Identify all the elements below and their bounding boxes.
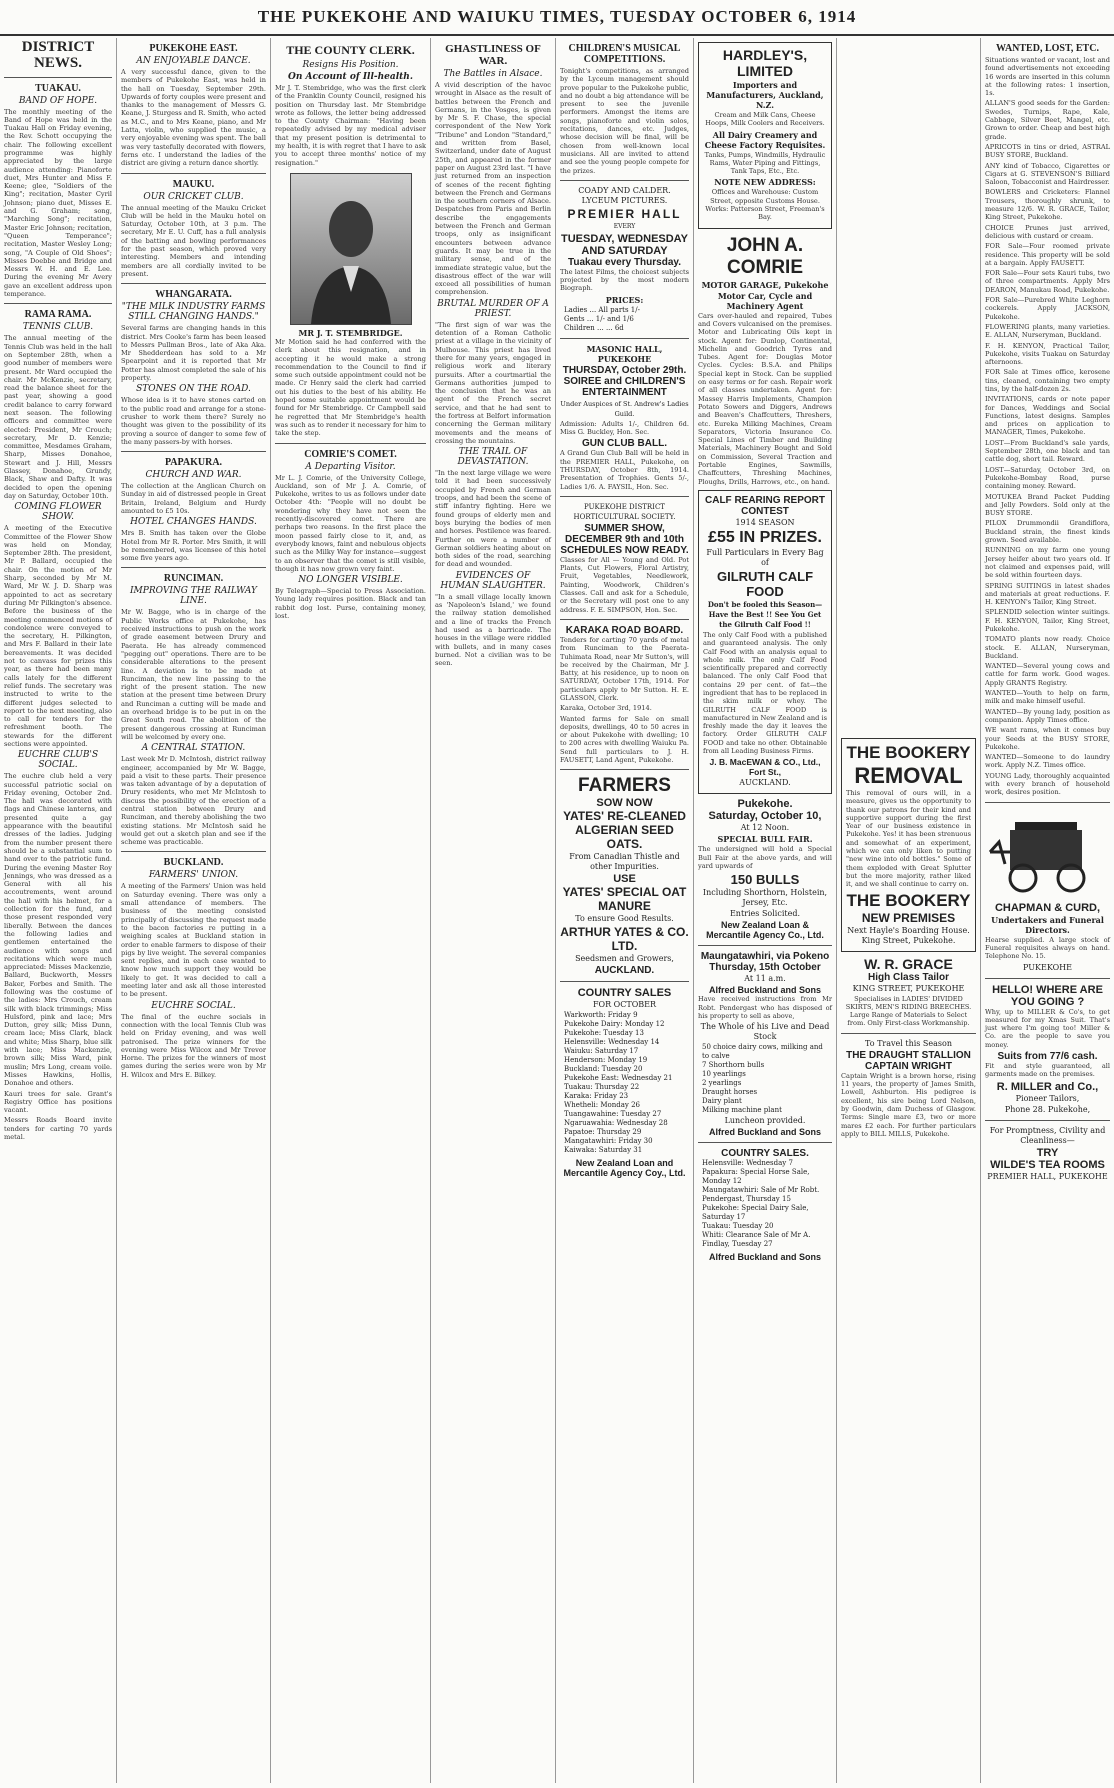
calf-food-advert [698, 490, 832, 794]
tennis-text: The annual meeting of the Tennis Club was held in the hall on September 28th, when a good number of members were present. Mr Ward occupied the chair. Mr McKenzie, secretary, read the balance sheet for the past year, showing a good credit balance to carry forward next season. The following officers and committee were elected: President, Mr Crouch; secretary, Mr D. Kenzie; committee, Mesdames Graham, Sharp, Misses Donahoe, Stewart and J. Hill, Messrs Glassey, Donahoe, Grundy, Black, Shaw and Dafty. It was decided to open the opening day on Saturday, October 10th. [4, 334, 112, 500]
footer-text-2: Messrs Roads Board invite tenders for carting 70 yards metal. [4, 1116, 112, 1142]
wanted-farms-text: Wanted farms for Sale on small deposits, dwellings, 40 to 50 acres in or about Pukekohe with dwelling; 10 to 200 acres with dwelling Waiuku Pa. Send full particulars to J. H. FAUSETT, Land Agent, Pukekohe. [560, 714, 689, 765]
classified-ad: PILOX Drummondii Grandiflora, Buckland strain, the finest kinds grown. Seed available. [985, 519, 1110, 545]
country-sales-heading: COUNTRY SALES [577, 987, 672, 1000]
calf-full: Full Particulars in Every Bag of [706, 547, 824, 567]
try-label: TRY [1036, 1146, 1059, 1159]
bull-fair-place: Pukekohe. [737, 798, 793, 811]
hello-text: Why, up to MILLER & Co's, to get measured for my Xmas Suit. That's just where I'm going too! Miller & Co. are the people to save you money. [985, 1007, 1110, 1049]
alfred-buckland-2: Alfred Buckland and Sons [708, 1127, 822, 1138]
country-sale-item: Pukekohe: Tuesday 13 [564, 1029, 644, 1038]
classified-ad: ALLAN'S good seeds for the Garden: Swedes, Turnips, Rape, Kale, Cabbage, Silver Beet, Mangel, etc. Grown to order. Cheap and best high grade. [985, 99, 1110, 141]
comet-text: Mr L. J. Comrie, of the University College, Auckland, son of Mr J. A. Comrie, of Pukekohe, writes to us as follows under date October 4th: "People will no doubt be wondering why they have not seen the recently-discovered comet. There are perhaps two reasons. In the first place the moon passed fairly close to it, and, as everybody knows, faint and nebulous objects such as the Milky Way for instance—suggest to an observer that the comet is still visible, though it has now grown very faint. [275, 473, 426, 573]
use-label: USE [613, 873, 636, 886]
stock-item: Draught horses [702, 1088, 758, 1097]
bookery-removal-advert [841, 738, 976, 952]
column-advertisements [694, 38, 837, 1783]
miller-sub: Pioneer Tailors, [1015, 1093, 1080, 1103]
stones-text: Whose idea is it to have stones carted on to the public road and arrange for a stone-crusher to work them there? Surely no thought was given to the possibility of its proving a source of danger to some few of the many passers-by with horses. [121, 396, 266, 446]
alfred-buckland-3: Alfred Buckland and Sons [708, 1252, 822, 1263]
masonic-hall: MASONIC HALL, PUKEKOHE [586, 343, 663, 364]
portrait-icon [291, 174, 411, 324]
masthead [0, 0, 1114, 36]
undertakers-place: PUKEKOHE [1023, 962, 1072, 972]
bull-fair-time: At 12 Noon. [740, 823, 790, 833]
rail-text: Mr W. Bagge, who is in charge of the Public Works office at Pukekohe, has received instructions to push on the work of grade easement between Drury and Paerata. He has already commenced "pegging out" operations. There are to be considerable alterations to the present line. A deviation is to be made at Runciman, the new line passing to the right of the present station. The new station at the present time between Drury and Runciman a cutting will be made and an overhead bridge is to be put in on the Great South road. The abolition of the present dangerous crossing at Runciman will be welcomed by every one. [121, 608, 266, 741]
euchre-social-text: The final of the euchre socials in connection with the local Tennis Club was held on Friday evening, and was well patronised. The prize winners for the evening were Miss Wilcox and Mr Trevor Horne. The prizes for the winners of most games during the series were won by Mr H. Wilcox and Mrs E. Bilkey. [121, 1012, 266, 1079]
undertakers-text: Hearse supplied. A large stock of Funeral requisites always on hand. Telephone No. 15. [985, 935, 1110, 961]
mcewan-name: J. B. MacEWAN & CO., Ltd., Fort St., [709, 757, 821, 778]
schedules-ready: SCHEDULES NOW READY. [560, 544, 689, 556]
travel-label: To Travel this Season [865, 1038, 952, 1048]
central-subheading: A CENTRAL STATION. [141, 743, 246, 754]
classified-ad: BOWLERS and Cricketers: Flannel Trousers, thoroughly shrunk, to measure 12/6. W. R. GRACE, Tailor, King Street, Pukekohe. [985, 188, 1110, 222]
wilde-place: PREMIER HALL, PUKEKOHE [987, 1171, 1108, 1181]
country-sale-item: Papakura: Special Horse Sale, Monday 12 [702, 1168, 810, 1186]
price-ladies: Ladies ... All parts 1/- [564, 305, 640, 314]
visible-subheading: NO LONGER VISIBLE. [298, 575, 403, 586]
prices-label: PRICES: [605, 294, 644, 305]
stock-item: 7 Shorthorn bulls [702, 1061, 765, 1070]
comet-subheading: A Departing Visitor. [305, 461, 396, 472]
euchre-text: The euchre club held a very successful patriotic social on Friday evening, October 2nd. The hall was decorated with flags and Chinese lanterns, and presented quite a gay appearance with the beautiful dresses of the ladies. Judging from the number present there should be a substantial sum to hand over to the patriotic fund. During the evening Master Roy Jennings, who was dressed as a General with all his accoutrements, went around the hall with his helmet, for a collection for the fund, and those present responded very liberally. Between the dances the following ladies and gentlemen entertained the audience with songs and recitations which were much appreciated: Misses Mackenzie, Ballard, Buckworth, Messrs Baker, Forbes and Smith. The following was the costume of the ladies: Mrs Crouch, cream silk with black trimmings; Miss Hulsford, pink and lace; Mrs Dutton, grey silk; Miss Dunn, cream lace; Miss Clark, black and white; Miss Sharp, blue silk with lace; Miss Mackenzie, brown silk; Miss Ward, pink muslin; Mrs Long, cream voile. Misses Hawkins, Hollis, Donahoe and others. [4, 772, 112, 1088]
stock-item: 2 yearlings [702, 1079, 742, 1088]
arthur-yates: ARTHUR YATES & CO. LTD. [560, 925, 689, 954]
classified-ads-list [985, 99, 1110, 796]
alfred-text: Have received instructions from Mr Robt. Pendergast who has disposed of his property to sell as above, [698, 995, 832, 1020]
county-clerk-heading: THE COUNTY CLERK. [286, 43, 415, 57]
seedsmen: Seedsmen and Growers, [575, 954, 674, 964]
suits-price: Suits from 77/6 cash. [997, 1051, 1098, 1063]
classified-ad: APRICOTS in tins or dried, ASTRAL BUSY STORE, Buckland. [985, 142, 1110, 160]
column-bookery [837, 38, 981, 1783]
hearse-carriage-image [985, 812, 1105, 894]
stock-item: Dairy plant [702, 1097, 742, 1106]
country-sale-item: Buckland: Tuesday 20 [564, 1065, 643, 1074]
cricket-text: The annual meeting of the Mauku Cricket Club will be held in the Mauku hotel on Saturday, October 10th, at 3 p.m. The secretary, Mr E. U. Cuff, has a full analysis of the batting and bowling performances for the past season, which proved very interesting. Members and intending members are all cordially invited to be present. [121, 203, 266, 278]
slaughter-subheading: EVIDENCES OF HUMAN SLAUGHTER. [440, 570, 546, 591]
classified-ad: RUNNING on my farm one young Jersey heifer about two years old. If not claimed and expenses paid, will be sold within fourteen days. [985, 546, 1110, 580]
district-news-heading: DISTRICT NEWS. [21, 39, 95, 71]
classified-ad: FOR Sale—Purebred White Leghorn cockerels. Apply JACKSON, Pukekohe. [985, 296, 1110, 321]
horticultural-heading: PUKEKOHE DISTRICT HORTICULTURAL SOCIETY. [573, 502, 676, 521]
stallion-heading: THE DRAUGHT STALLION [846, 1049, 971, 1061]
devastation-text: "In the next large village we were told it had been successively occupied by French and German troops, and had been the scene of stiff infantry fighting. Here we found groups of elderly men and boys burying the bodies of men and horses. Pestilence was feared. Further on were a number of German soldiers heating about on both sides of the road, searching for dead and wounded. [435, 469, 551, 569]
country-sale-item: Tuangawahine: Tuesday 27 [564, 1110, 662, 1119]
band-text: The monthly meeting of the Band of Hope was held in the Tuakau Hall on Friday evening, the Rev. Schott occupying the chair. The following excellent programme was highly appreciated by the large audience attending: Pianoforte duet, Mrs Hunter and Miss F. Keene; glee, "Soldiers of the King"; recitation, Master Cyril Johnson; piano duet, Misses E. and G. Graham; song, "Marching Song"; recitation, Master Eric Johnson; recitation, "Queen Temperance"; recitation, Master Wesley Long; song, "A Couple of Old Shoes"; Misses Doebbe and Bridge and Messrs W. H. and E. Lee. During the evening Mr Avery gave an excellent address upon temperance. [4, 107, 112, 299]
church-text: The collection at the Anglican Church on Sunday in aid of distressed people in Great Britain, Ireland, Belgium and Hurdy amounted to £5 10s. [121, 482, 266, 515]
classified-ad: CHOICE Prunes just arrived, delicious with custard or cream. [985, 223, 1110, 240]
flower-text: A meeting of the Executive Committee of the Flower Show was held on Monday, September 28th. The president, Mr P. Ballard, occupied the chair. On the motion of Mr Sharp, seconded by Mr M. Ward, Mr W. J. D. Sharp was appointed to act as secretary during Mr Pilkington's absence. Before the business of the meeting commenced motions of condolence were conveyed to the secretary, H. Pilkington, and Mrs F. Ballard in their late bereavements. It was decided not to canvass for prizes this year, as there had been many calls lately for the different relief funds. The secretary was instructed to write to the different judges selected to report to the next meeting, also to call for tenders for the refreshment booth. The stewards for the different sections were appointed. [4, 524, 112, 748]
bull-fair-date: Saturday, October 10, [708, 810, 822, 823]
country-sale-item: Ngaruawahia: Wednesday 28 [564, 1119, 668, 1128]
bookery-text: This removal of ours will, in a measure, gives us the opportunity to thank our patrons for their kind and supportive support during the first Year of our business existence in Pukekohe. Yes! it has been strenuous and somewhat of an experiment, which we can only liken to putting "new wine into old bottles." Some of them exploded with Great Splutter but the more majority, rather liked it, and we shall continue to carry on. [846, 789, 971, 889]
classified-ad: TOMATO plants now ready. Choice stock. E. ALLAN, Nurseryman, Buckland. [985, 635, 1110, 660]
country-sale-item: Maungatawhiri: Sale of Mr Robt. Pendergast, Thursday 15 [702, 1186, 820, 1204]
wilde-heading: WILDE'S TEA ROOMS [990, 1158, 1105, 1171]
country-sale-item: Tuakau: Thursday 22 [564, 1083, 640, 1092]
classified-ad: WANTED—Several young cows and cattle for farm work. Good wages. Apply GRANTS Registry. [985, 662, 1110, 687]
grace-address: KING STREET, PUKEKOHE [852, 983, 965, 993]
classified-ad: F. H. KENYON, Practical Tailor, Pukekohe, visits Tuakau on Saturday afternoons. [985, 341, 1110, 367]
country-sale-item: Warkworth: Friday 9 [564, 1011, 638, 1020]
maunga-heading: Maungatawhiri, via Pokeno [700, 951, 830, 963]
stones-subheading: STONES ON THE ROAD. [136, 384, 251, 395]
hello-heading: HELLO! WHERE ARE YOU GOING ? [992, 983, 1103, 1008]
cricket-subheading: OUR CRICKET CLUB. [143, 191, 244, 202]
chapman-curd-heading: CHAPMAN & CURD, [994, 901, 1101, 914]
calf-season: 1914 SEASON [735, 517, 795, 527]
mcewan-place: AUCKLAND. [739, 778, 791, 788]
soiree-title: SOIREE and CHILDREN'S ENTERTAINMENT [563, 375, 686, 398]
miller-phone: Phone 28. [1004, 1104, 1046, 1114]
devastation-subheading: THE TRAIL OF DEVASTATION. [457, 447, 529, 468]
column-wanted-lost [981, 38, 1114, 1783]
country-sales-6-heading: COUNTRY SALES. [721, 1148, 809, 1160]
county-clerk-text-2: Mr Motion said he had conferred with the clerk about this resignation, and in accepting it he would make a strong recommendation to the Council to find if some such outside appointment could not be made. Cr Henry said the clerk had carried out his duties to the best of his ability. He hoped some suitable appointment would be found for Mr Stembridge. Cr Campbell said he regretted that Mr Stembridge's health was such as to render it necessary for him to take the step. [275, 337, 426, 438]
country-sale-item: Whetheli: Monday 26 [564, 1101, 641, 1110]
mauku-heading: MAUKU. [172, 178, 215, 190]
classified-ad: YOUNG Lady, thoroughly acquainted with every branch of household work, desires position. [985, 771, 1110, 797]
masthead-title: THE PUKEKOHE AND WAIUKU TIMES, TUESDAY OCTOBER 6, 1914 [257, 7, 857, 26]
farmers-heading: FARMERS [578, 775, 671, 797]
miller-heading: R. MILLER and Co., [996, 1080, 1099, 1093]
euchre-social-subheading: EUCHRE SOCIAL. [151, 1000, 236, 1011]
country-sale-item: Henderson: Monday 19 [564, 1056, 648, 1065]
country-sales-for: FOR OCTOBER [593, 1000, 656, 1010]
rail-subheading: IMPROVING THE RAILWAY LINE. [130, 586, 257, 607]
calf-prizes: £55 IN PRIZES. [708, 528, 822, 546]
country-sale-item: Kaiwaka: Saturday 31 [564, 1146, 643, 1155]
tuakau-heading: TUAKAU. [35, 82, 81, 94]
column-district-news [0, 38, 117, 1783]
whangarata-heading: WHANGARATA. [155, 289, 232, 301]
classified-ad: INVITATIONS, cards or note paper for Dances, Weddings and Social Functions, latest designs. Samples and prices on application to MANAGER, Times, Pukekohe. [985, 395, 1110, 437]
dairy-requisites: All Dairy Creamery and Cheese Factory Requisites. [704, 129, 826, 150]
buckland-heading: BUCKLAND. [163, 857, 224, 869]
wanted-heading: WANTED, LOST, ETC. [996, 43, 1099, 54]
dairy-text: Tanks, Pumps, Windmills, Hydraulic Rams, Water Piping and Fittings, Tank Taps, Etc., Etc. [704, 150, 826, 176]
calf-contest: CALF REARING REPORT CONTEST [705, 494, 825, 517]
ill-health-subheading: On Account of Ill-health. [288, 72, 413, 82]
classified-ad: FOR Sale at Times office, kerosene tins, cleaned, containing two empty tins, by the half-dozen 2s. [985, 368, 1110, 393]
new-premises: NEW PREMISES [861, 910, 956, 925]
price-children: Children ... ... 6d [564, 323, 624, 332]
whole-stock: The Whole of his Live and Dead Stock [700, 1022, 830, 1042]
murder-subheading: BRUTAL MURDER OF A PRIEST. [437, 298, 549, 319]
classified-ad: SPRING SUITINGS in latest shades and materials at great reductions. F. H. KENYON's Tailor, King Street. [985, 581, 1110, 607]
country-sale-item: Tuakau: Tuesday 20 [702, 1222, 774, 1231]
hardleys-heading: HARDLEY'S, LIMITED [722, 47, 808, 79]
classified-ad: LOST—From Buckland's sale yards, September 28th, one black and tan cattle dog, short tail. Reward. [985, 438, 1110, 464]
soiree-sub: Under Auspices of St. Andrew's Ladies Guild. [560, 399, 689, 418]
soiree-date: THURSDAY, October 29th. [562, 364, 687, 376]
classified-ad: WANTED—Someone to do laundry work. Apply N.Z. Times office. [985, 753, 1110, 770]
bulls-count: 150 BULLS [730, 872, 800, 888]
karaka-text: Tenders for carting 70 yards of metal from Runciman to the Paerata-Tuhimata Road, near Mr Sutton's, will be received by the Chairman, Mr J. Batty, at his residence, up to noon on SATURDAY, October 17th, 1914. For particulars apply to Mr Sutton. H. E. GLASSON, Clerk. [560, 635, 689, 702]
farmers-subheading: FARMERS' UNION. [148, 870, 239, 881]
dance-subheading: AN ENJOYABLE DANCE. [136, 56, 251, 66]
new-address-label: NOTE NEW ADDRESS: [714, 177, 816, 188]
papakura-heading: PAPAKURA. [164, 457, 223, 469]
footer-text: Kauri trees for sale. Grant's Registry Office has positions vacant. [4, 1089, 112, 1115]
central-text: Last week Mr D. McIntosh, district railway engineer, accompanied by Mr W. Bagge, paid a visit to these parts. Their presence was taken advantage of by a deputation of Drury residents, who met Mr McIntosh to discuss the possibility of the erection of a central station between Drury and Runciman, and thereby abolishing the two existing stations. Mr McIntosh said he would get out a sketch plan and see if the scheme was practicable. [121, 755, 266, 847]
gun-club-heading: GUN CLUB BALL. [582, 438, 667, 450]
pukekohe-east-heading: PUKEKOHE EAST. [149, 43, 238, 54]
band-subheading: BAND OF HOPE. [18, 95, 98, 106]
visible-text: By Telegraph—Special to Press Association. Young lady requires position. Black and tan rabbit dog lost. Purse, containing money, lost. [275, 587, 426, 620]
removal-heading: REMOVAL [854, 763, 963, 788]
column-musical-competitions [556, 38, 694, 1783]
country-sales-list [560, 1011, 689, 1155]
slaughter-text: "In a small village locally known as 'Napoleon's Island,' we found the railway station demolished and a line of tracks the French had used as a barricade. The houses in the village were riddled with bullets, and in many cases burned. Not a civilian was to be seen. [435, 592, 551, 668]
prompt-text: For Promptness, Civility and Cleanliness— [989, 1125, 1106, 1145]
captain-text: Captain Wright is a brown horse, rising 11 years, the property of James Smith, Lowell, Ashburton. His pedigree is excellent, his sire being Lord Nelson, by Goodwin, dam Duchess of Glasgow. Terms: Single mare £3, two or more mares £2 each. For further particulars apply to BILL MILLS, Pukekohe. [841, 1071, 976, 1138]
country-sale-item: Papatoe: Thursday 29 [564, 1128, 642, 1137]
classified-ad: ANY kind of Tobacco, Cigarettes or Cigars at G. STEVENSON'S Billiard Saloon, Tobacconist and Hairdresser. [985, 161, 1110, 187]
bull-fair-text: The undersigned will hold a Special Bull Fair at the above yards, and will yard upwards of [698, 845, 832, 870]
entries-solicited: Entries Solicited. [729, 909, 801, 919]
church-subheading: CHURCH AND WAR. [145, 470, 242, 481]
luncheon: Luncheon provided. [724, 1116, 806, 1126]
dance-text: A very successful dance, given to the members of Pukekohe East, was held in the hall on Tuesday, September 29th. Upwards of forty couples were present and thanks to the management of Messrs G. Keane, J. Sturgess and R. Smith, who acted as M.C., and to Mrs Keane, piano, and Mr Latta, violin, who supplied the music, a very enjoyable evening was spent. The ball was very tastefully decorated with flowers, ferns etc. I understand the ladies of the district are giving a return dance shortly. [121, 68, 267, 168]
motor-place: Pukekohe [784, 279, 829, 290]
undertakers-label: Undertakers and Funeral Directors. [991, 914, 1104, 935]
country-sale-item: Pukekohe East: Wednesday 21 [564, 1074, 673, 1083]
classified-ad: LOST—Saturday, October 3rd, on Pukekohe-Bombay Road, purse containing money. Reward. [985, 465, 1110, 491]
new-address-text: Offices and Warehouse: Custom Street, opposite Customs House. Works: Patterson Street, Freeman's Bay. [705, 188, 825, 222]
country-sale-item: Mangatawhiri: Friday 30 [564, 1137, 653, 1146]
summer-show: SUMMER SHOW, DECEMBER 9th and 10th [565, 522, 684, 545]
war-text: A vivid description of the havoc wrought in Alsace as the result of battles between the French and Germans, in the Vosges, is given by Mr S. F. Chase, the special correspondent of the New York "Tribune" and London "Standard," and written from Basel, Switzerland, under date of August 25th, and appeared in the former paper on August 23rd last. "I have just returned from an inspection of scenes of the recent fighting between the French and Germans in the southern corners of Alsace. Despatches from Paris and Berlin describe the engagements between the French and German troops, only as insignificant encounters between advance guards. It may be true in the military sense, and of the immediate strategic value, but the disastrous effect of the war will exceed all possibilities of human comprehension. [435, 81, 551, 297]
country-sale-item: Pukekohe: Special Dairy Sale, Saturday 17 [702, 1204, 809, 1222]
alfred-buckland: Alfred Buckland and Sons [708, 985, 822, 996]
yates-auckland: AUCKLAND. [594, 965, 655, 977]
miller-place: Pukekohe, [1047, 1104, 1091, 1114]
price-gents: Gents ... 1/- and 1/6 [564, 314, 634, 323]
murder-text: "The first sign of war was the detention of a Roman Catholic priest at a village in the vicinity of Mulhouse. This priest has lived there for many years, engaged in religious work and literary pursuits. After a courtmartial the Germans authorities jumped to the conclusion that he was an agent of the French secret service, and that he had sent to the fortress at Belfort information concerning the German military movements and the means of crossing the mountains. [435, 320, 551, 445]
suits-text: Fit and style guaranteed, all garments made on the premises. [985, 1062, 1110, 1079]
yates-manure: YATES' SPECIAL OAT MANURE [562, 885, 687, 914]
stock-list [698, 1043, 832, 1115]
maunga-date: Thursday, 15th October [709, 962, 821, 974]
every-label: EVERY [613, 222, 636, 230]
classified-ad: FOR Sale—Four roomed private residence. This property will be sold at a bargain. Apply FAUSETT. [985, 242, 1110, 267]
stock-item: 50 choice dairy cows, milking and to calve [702, 1043, 823, 1061]
coady-heading: COADY AND CALDER. LYCEUM PICTURES. [578, 185, 671, 205]
stock-item: 10 yearlings [702, 1070, 746, 1079]
country-sale-item: Helensville: Wednesday 14 [564, 1038, 660, 1047]
country-sale-item: Waiuku: Saturday 17 [564, 1047, 639, 1056]
grace-heading: W. R. GRACE [864, 955, 953, 972]
maunga-time: At 11 a.m. [744, 974, 786, 984]
country-sale-item: Pukekohe Dairy: Monday 12 [564, 1020, 665, 1029]
bookery-new-heading: THE BOOKERY [846, 890, 971, 910]
runciman-heading: RUNCIMAN. [163, 573, 224, 585]
classified-ad: SPLENDID selection winter suitings. F. H. KENYON, Tailor, King Street, Pukekohe. [985, 608, 1110, 633]
country-sales-6-list [698, 1159, 832, 1249]
milk-subheading: "THE MILK INDUSTRY FARMS STILL CHANGING HANDS." [121, 302, 266, 323]
classified-ad: FLOWERING plants, many varieties. E. ALLAN, Nurseryman, Buckland. [985, 322, 1110, 340]
classified-ad: WANTED—By young lady, position as companion. Apply Times office. [985, 707, 1110, 724]
karaka-heading: KARAKA ROAD BOARD. [565, 624, 684, 636]
bulls-including: Including Shorthorn, Holstein, Jersey, Etc. [702, 888, 828, 908]
stembridge-portrait-image [290, 173, 412, 325]
tennis-subheading: TENNIS CLUB. [22, 322, 94, 333]
grace-text: Specialises in LADIES' DIVIDED SKIRTS, MEN'S RIDING BREECHES. Large Range of Materials to Select from. Only First-class Workmanship. [845, 994, 972, 1028]
motor-sub: Motor Car, Cycle and Machinery Agent [717, 290, 813, 311]
comet-heading: COMRIE'S COMET. [304, 448, 397, 460]
nz-loan: New Zealand Loan & Mercantile Agency Co., Ltd. [706, 920, 824, 941]
motor-garage: MOTOR GARAGE, [701, 279, 782, 290]
grace-tailor: High Class Tailor [868, 971, 949, 983]
bull-fair-heading: SPECIAL BULL FAIR. [717, 834, 813, 845]
classified-ad: FOR Sale—Four sets Kauri tubs, two of three compartments. Apply Mrs DEARON, Manukau Road, Pukekohe. [985, 269, 1110, 294]
tuakau-thursday: Tuakau every Thursday. [567, 256, 681, 268]
war-heading: GHASTLINESS OF WAR. [445, 43, 541, 67]
classified-ad: WANTED—Youth to help on farm, milk and make himself useful. [985, 689, 1110, 706]
column-county-clerk [271, 38, 431, 1783]
wanted-intro: Situations wanted or vacant, lost and found advertisements not exceeding 16 words are inserted in this column at the following rates: 1 insertion, 1s. [985, 56, 1110, 98]
manure-sub: To ensure Good Results. [575, 914, 674, 924]
motor-text: Cars over-hauled and repaired, Tubes and Covers vulcanised on the premises. Motor and Lubricating Oils kept in stock. Agent for: Dunlop, Continental, Michelin and Goodrich Tyres and Tubes. Agent for: Douglas Motor Cycles. Cycles: B.S.A. and Philips Special kept in Stock. Can be supplied on easy terms or for cash. Repair work of all classes undertaken. Agent for: Massey Harris Implements, Champion Potato Sowers and Diggers, Andrews and Beaven's Chaffcutters, Threshers, etc. Eureka Milking Machines, Cream Separators, Victoria Insurance Co. Special Lines of Timber and Building Materials, Machinery Bought and Sold on Commission, Several Traction and Portable Engines, Sawmills, Chaffcutters, Threshing Machines, Ploughs, Drills, Harrows, etc., on hand. [698, 311, 832, 486]
portrait-caption: MR J. T. STEMBRIDGE. [298, 327, 403, 338]
flower-subheading: COMING FLOWER SHOW. [14, 502, 102, 523]
column-ghastliness-of-war [431, 38, 556, 1783]
country-sale-item: Whiti: Clearance Sale of Mr A. Findlay, Tuesday 27 [702, 1231, 811, 1249]
farmers-text: A meeting of the Farmers' Union was held on Saturday evening. There was only a small attendance of members. The business of the meeting consisted principally of discussing the request made to the bacon factories re putting in a weighing scales at Buckland station in order to enable farmers to dispose of their pigs by live weight. The several companies sent replies, and in each case wanted to know how much support they would be likely to get. It was decided to call a meeting later and ask all those interested to be present. [121, 882, 266, 999]
hardleys-sub: Importers and Manufacturers, Auckland, N.Z. [706, 80, 824, 110]
milk-text: Several farms are changing hands in this district. Mrs Cooke's farm has been leased to Messrs Pullman Bros., late of Aka Aka. Mr Shedderdean has sold to a Mr Spearpoint and it is reported that Mr Potter has almost completed the sale of his property. [121, 324, 266, 383]
country-sale-item: Karaka: Friday 23 [564, 1092, 629, 1101]
hotel-text: Mrs B. Smith has taken over the Globe Hotel from Mr R. Porter. Mrs Smith, it will be remembered, was licensee of this hotel some five years ago. [121, 529, 266, 563]
column-pukekohe-east [117, 38, 271, 1783]
nz-loan-agency: New Zealand Loan and Mercantile Agency Coy., Ltd. [563, 1158, 686, 1179]
resigns-subheading: Resigns His Position. [302, 60, 399, 70]
country-sale-item: Helensville: Wednesday 7 [702, 1159, 793, 1168]
hardleys-text: Cream and Milk Cans, Cheese Hoops, Milk Coolers and Receivers. [705, 111, 825, 128]
war-subheading: The Battles in Alsace. [443, 69, 543, 79]
county-clerk-text: Mr J. T. Stembridge, who was the first clerk of the Franklin County Council, resigned his position on Thursday last. Mr Stembridge wrote as follows, the letter being addressed to the County Chairman: "Having been repeatedly advised by my medical adviser that my present position is detrimental to my health, it is with regret that I have to ask you to accept three months' notice of my resignation." [275, 84, 426, 167]
picture-nights: TUESDAY, WEDNESDAY AND SATURDAY [561, 232, 688, 257]
new-premises-address: Next Hayle's Boarding House. King Street, Pukekohe. [847, 925, 970, 945]
gilruth-fooled: Don't be fooled this Season—Have the Best !! See You Get the Gilruth Calf Food !! [707, 599, 823, 629]
hotel-subheading: HOTEL CHANGES HANDS. [130, 517, 257, 528]
schedules-text: Classes for All — Young and Old. Pot Plants, Cut Flowers, Floral Artistry, Fruit, Vegetables, Needlework, Painting, Woodwork, Children's Classes. Call and ask for a Schedule, or the Secretary will post one to any address. F. E. SIMPSON, Hon. Sec. [560, 555, 689, 614]
bookery-heading: THE BOOKERY [846, 743, 971, 762]
musical-text: Tonight's competitions, as arranged by the Lyceum management should prove popular to the Pukekohe public, and no doubt a big attendance will be present to see the juvenile performers. Amongst the items are songs, pianoforte and violin solos, recitations, dances, etc. Judges, whose decision will be final, will be chosen from well-known local musicians. All are invited to attend and see the young people compete for the prizes. [560, 67, 689, 175]
premier-hall: PREMIER HALL [567, 206, 682, 221]
soiree-admission: Admission: Adults 1/-, Children 6d. Miss G. Buckley, Hon. Sec. [560, 419, 689, 437]
hardleys-advert [698, 42, 832, 229]
gilruth-heading: GILRUTH CALF FOOD [716, 568, 814, 599]
captain-wright: CAPTAIN WRIGHT [864, 1060, 953, 1072]
sow-now: SOW NOW [596, 797, 653, 810]
yates-oats-sub: From Canadian Thistle and other Impurities. [569, 852, 680, 872]
classified-ad: MOTUKEA Brand Packet Pudding and Jelly Powders. Sold only at the BUSY STORE. [985, 492, 1110, 518]
yates-oats: YATES' RE-CLEANED ALGERIAN SEED OATS. [563, 809, 686, 852]
gun-club-text: A Grand Gun Club Ball will be held in the PREMIER HALL, Pukekohe, on THURSDAY, October 8th, 1914. Presentation of Trophies. Gents 5/-, Ladies 1/6. A. FAYSIL, Hon. Sec. [560, 449, 689, 491]
karaka-date: Karaka, October 3rd, 1914. [560, 704, 652, 713]
tuakau-text: The latest Films, the choicest subjects projected by the most modern Biograph. [560, 267, 689, 293]
musical-heading: CHILDREN'S MUSICAL COMPETITIONS. [568, 43, 681, 65]
classified-ad: WE want rams, when it comes buy your Seeds at the BUSY STORE, Pukekohe. [985, 726, 1110, 751]
euchre-subheading: EUCHRE CLUB'S SOCIAL. [17, 750, 99, 771]
comrie-heading: JOHN A. COMRIE [726, 234, 804, 278]
rama-heading: RAMA RAMA. [24, 309, 92, 321]
gilruth-text: The only Calf Food with a published and guaranteed analysis. The only Calf Food with an analysis equal to whole milk. The only Calf Food scientifically prepared and correctly balanced. The only Calf Food that contains 29 per cent. of fat—the ingredient that has to be replaced in the skim milk or whey. The GILRUTH CALF FOOD is manufactured in New Zealand and is freshly made the day it leaves the factory. Order GILRUTH CALF FOOD and take no other. Obtainable from all Leading Business Firms. [703, 630, 827, 756]
stock-item: Milking machine plant [702, 1106, 782, 1115]
